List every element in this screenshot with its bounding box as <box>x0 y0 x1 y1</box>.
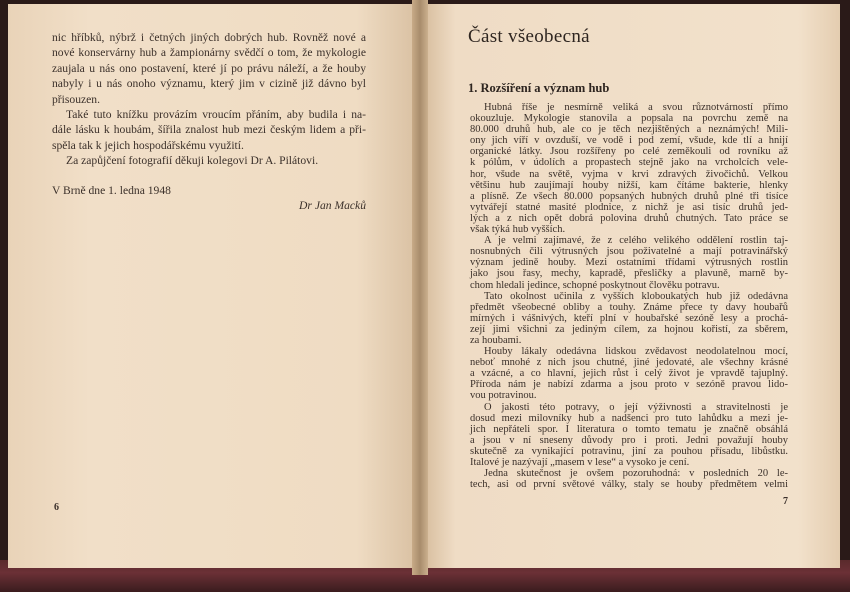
text-line: O jakosti této potravy, o její výživnosti a stravitelnosti je <box>484 401 788 413</box>
text-line: nové konservárny hub a žampionárny svědčí o tom, že mykologie <box>52 46 366 60</box>
left-page <box>8 4 418 568</box>
text-line: Houby lákaly odedávna lidskou zvědavost neodolatelnou mocí, <box>484 346 788 358</box>
text-line: dále lásku k houbám, šířila znalost hub mezi českým lidem a při- <box>52 123 366 137</box>
text-line: zaujala u nás ono postavení, které jí po právu náleží, a že houby <box>52 61 366 75</box>
section-heading: 1. Rozšíření a význam hub <box>468 81 610 95</box>
text-line: předmět všeobecné obliby a touhy. Známe přece ty davy houbařů <box>470 301 788 313</box>
date-line: V Brně dne 1. ledna 1948 <box>52 183 171 197</box>
text-line: dosud mezi milovníky hub a nadšenci pro tuto lahůdku a mezi je- <box>470 412 788 424</box>
text-line: jako jsou řasy, mechy, kapradě, přesličky a plavuně, marně by- <box>470 268 788 280</box>
text-line: Jedna skutečnost je ovšem pozoruhodná: v posledních 20 le- <box>484 468 788 480</box>
left-page-text <box>52 30 366 213</box>
text-line: zejí jimi všichni za jediným cílem, za hojnou kořistí, za sběrem, <box>470 323 788 335</box>
text-line: nic hříbků, nýbrž i četných jiných dobrých hub. Rovněž nové a <box>52 31 366 44</box>
text-line: Italové je nazývají „masem v lese“ a vysoko je cení. <box>470 457 690 468</box>
text-line: a plísně. Ze všech 80.000 popsaných hubných druhů plné tři tisíce <box>470 190 788 202</box>
text-line: vou potravinou. <box>470 390 537 402</box>
text-line: vytvářejí statné masité plodnice, z nichž je asi tisíc druhů jed- <box>470 201 788 213</box>
text-line: nosnubných čili výtrusných jsou poživatelné a mají potravinářský <box>470 246 788 258</box>
text-line: A je velmi zajímavé, že z celého velikého oddělení rostlin taj- <box>484 235 788 247</box>
text-line: a vzácné, a co hlavní, jejich růst i celý život je vpravdě tajuplný. <box>470 368 788 380</box>
right-page <box>422 4 840 568</box>
text-line: nabyly i u nás onoho významu, který jim v cizině již dávno byl <box>52 77 366 91</box>
text-line: Tato okolnost učinila z vyšších kloboukatých hub již odedávna <box>484 290 788 302</box>
chapter-title: Část všeobecná <box>468 26 590 47</box>
text-line: spěla tak k jejich hospodářskému využití. <box>52 138 244 152</box>
text-line: tech, asi od první světové války, staly se houby předmětem velmi <box>470 479 788 491</box>
text-line: lých a z nich opět dobrá polovina druhů chutných. Tato práce se <box>470 212 788 224</box>
text-line: mírných i vášnivých, kteří plní v houbařské sezóně lesy a prochá- <box>470 312 788 324</box>
book-spine-gutter <box>412 0 428 575</box>
text-line: většinu hub zaujímají houby nižší, kam čítáme bakterie, hlenky <box>470 179 788 191</box>
author-signature: Dr Jan Macků <box>299 199 366 213</box>
text-line: přisouzen. <box>52 92 100 106</box>
text-line: Za zapůjčení fotografií děkuji kolegovi Dr A. Pilátovi. <box>66 154 319 168</box>
text-line: však týká hub vyšších. <box>470 224 566 236</box>
text-line: k pólům, v údolích a propastech stejně jako na vrcholcích vele- <box>470 157 788 169</box>
text-line: organické látky. Jsou rozšířeny po celé zeměkouli od rovníku až <box>470 146 788 158</box>
text-line: okouzluje. Mykologie stanovila a popsala na povrchu země na <box>470 113 788 125</box>
page-number-right: 7 <box>783 496 788 507</box>
text-line: skutečně za vynikající potravinu, jiní za pouhou přísadu, libůstku. <box>470 445 788 457</box>
text-line: za houbami. <box>470 334 522 346</box>
text-line: neboť mnohé z nich jsou chutné, jiné jedovaté, ale všechny krásné <box>470 357 788 369</box>
text-line: Příroda nám je nabízí zdarma a jsou proto v sezóně pravou lido- <box>470 379 788 391</box>
text-line: Také tuto knížku provázím vroucím přáním, aby budila i na- <box>66 108 366 122</box>
text-line: a jsou v ní sneseny důvody pro i proti. Jedni považují houby <box>470 434 788 446</box>
text-line: chom hledali jedince, schopné poskytnout člověku potravu. <box>470 279 720 291</box>
right-page-text <box>470 102 788 490</box>
text-line: Hubná říše je nesmírně veliká a svou různotvárností přímo <box>484 102 788 113</box>
text-line: hor, všude na světě, vyjma v krvi zdravých živočichů. Velkou <box>470 168 788 180</box>
text-line: význam jedině houby. Mezi ostatními třídami výtrusných rostlin <box>470 257 788 269</box>
text-line: 80.000 druhů hub, ale co je těch nezjištěných a neznámých! Mili- <box>470 124 788 136</box>
text-line: jich nepřáteli spor. I literatura o tomto tematu je značně obsáhlá <box>470 423 788 435</box>
page-number-left: 6 <box>54 502 59 513</box>
text-line: ony jich víří v ovzduší, ve vodě i pod zemí, všude, kde tlí a hnijí <box>470 135 788 147</box>
